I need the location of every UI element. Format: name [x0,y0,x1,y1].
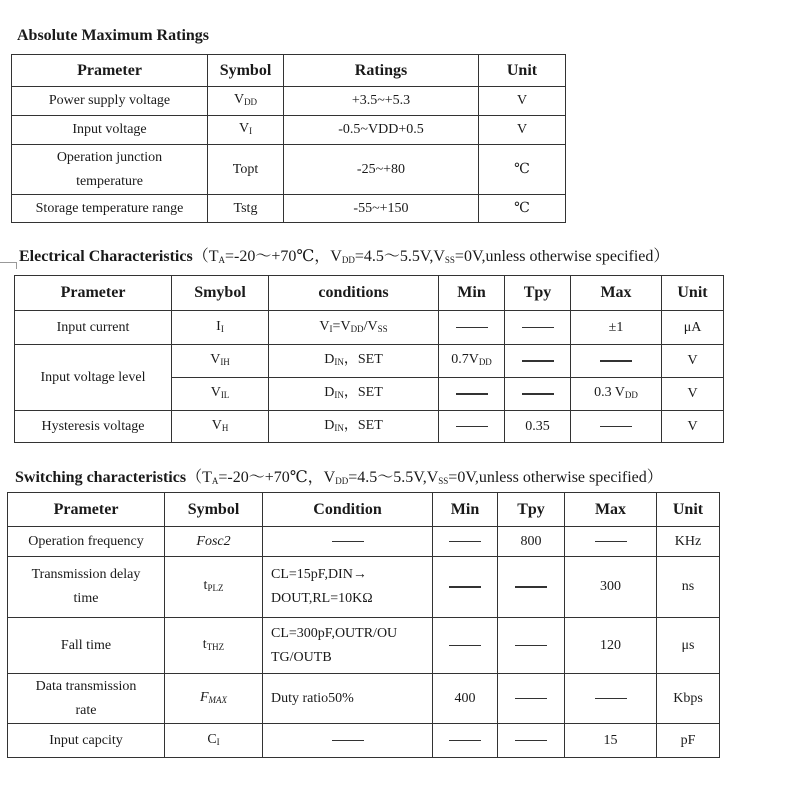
abs-max-title: Absolute Maximum Ratings [17,27,210,44]
typ-cell [505,378,571,411]
col-header: Unit [662,276,724,311]
dash-mark [600,426,632,428]
rating-cell: -0.5~VDD+0.5 [284,116,479,145]
dash-mark [332,740,364,742]
param-cell: Operation junction temperature [12,145,208,195]
max-cell: 120 [565,618,657,674]
max-cell [571,345,662,378]
condition-cell [263,527,433,557]
condition-cell: $D_{IN}$，SET [269,345,439,378]
dash-mark [522,360,554,362]
unit-cell: ℃ [479,145,566,195]
col-header: Max [571,276,662,311]
min-cell: $0.7V_{DD}$ [439,345,505,378]
unit-cell: μs [657,618,720,674]
symbol-cell: Topt [208,145,284,195]
table-row [15,311,724,345]
rating-cell: -55~+150 [284,195,479,223]
param-cell: Input capcity [8,724,165,758]
unit-cell: pF [657,724,720,758]
min-cell [439,311,505,345]
rating-cell: -25~+80 [284,145,479,195]
dash-mark [456,327,488,329]
table-row [15,345,724,378]
param-cell: Hysteresis voltage [15,411,172,443]
dash-mark [600,360,632,362]
min-cell [433,724,498,758]
table-row [8,557,720,618]
rating-cell: +3.5~+5.3 [284,87,479,116]
dash-mark [515,645,547,647]
typ-cell: 800 [498,527,565,557]
col-header: Prameter [12,55,208,87]
unit-cell: V [662,378,724,411]
condition-cell: Duty ratio50% [263,674,433,724]
dash-mark [449,541,481,543]
typ-cell [505,311,571,345]
symbol-cell: $V_{IL}$ [172,378,269,411]
col-header: Min [439,276,505,311]
condition-cell: CL=300pF,OUTR/OU TG/OUTB [263,618,433,674]
symbol-cell: $V_{IH}$ [172,345,269,378]
table-header-row [15,276,724,311]
symbol-cell: $t_{PLZ}$ [165,557,263,618]
table-row [12,145,566,195]
col-header: Prameter [8,493,165,527]
max-cell: 0.3 $V_{DD}$ [571,378,662,411]
abs-max-table [11,54,566,223]
dash-mark [522,327,554,329]
min-cell [433,557,498,618]
param-cell: Storage temperature range [12,195,208,223]
dash-mark [515,740,547,742]
max-cell: 15 [565,724,657,758]
min-cell [439,378,505,411]
param-cell: Fall time [8,618,165,674]
typ-cell [498,618,565,674]
unit-cell: ns [657,557,720,618]
col-header: Ratings [284,55,479,87]
dash-mark [449,586,481,588]
electrical-title: Electrical $Characteristics(T_A=-20\sim+70℃$，$V_{DD}=4.5\sim 5.5V,V_{SS}=0V,unless$ otherwise specified） [19,248,670,265]
unit-cell: μA [662,311,724,345]
col-header: Unit [479,55,566,87]
symbol-cell: $V_{DD}$ [208,87,284,116]
table-row [15,411,724,443]
max-cell [565,527,657,557]
min-cell [433,527,498,557]
param-cell: Transmission delay time [8,557,165,618]
condition-cell [263,724,433,758]
col-header: Unit [657,493,720,527]
condition-cell: $V_I=V_{DD}/V_{SS}$ [269,311,439,345]
table-header-row [12,55,566,87]
condition-cell: $D_{IN}$，SET [269,378,439,411]
corner-marker [0,262,17,269]
unit-cell: KHz [657,527,720,557]
unit-cell: V [662,411,724,443]
dash-mark [515,698,547,700]
symbol-cell: Tstg [208,195,284,223]
param-cell: Input voltage [12,116,208,145]
min-cell [439,411,505,443]
table-row [8,674,720,724]
symbol-cell: $F_{MAX}$ [165,674,263,724]
table-row [12,116,566,145]
symbol-cell: $t_{THZ}$ [165,618,263,674]
unit-cell: V [662,345,724,378]
symbol-cell: $V_I$ [208,116,284,145]
symbol-cell: $V_H$ [172,411,269,443]
max-cell: 300 [565,557,657,618]
col-header: Condition [263,493,433,527]
max-cell: ±1 [571,311,662,345]
dash-mark [456,393,488,395]
col-header: Tpy [498,493,565,527]
col-header: Symbol [208,55,284,87]
min-cell [433,618,498,674]
param-cell: Operation frequency [8,527,165,557]
table-row [8,527,720,557]
unit-cell: V [479,116,566,145]
dash-mark [595,698,627,700]
dash-mark [522,393,554,395]
col-header: Prameter [15,276,172,311]
max-cell [565,674,657,724]
param-cell: Input voltage level [15,345,172,411]
typ-cell [498,557,565,618]
unit-cell: V [479,87,566,116]
electrical-table [14,275,724,443]
col-header: Max [565,493,657,527]
dash-mark [332,541,364,543]
max-cell [571,411,662,443]
dash-mark [449,645,481,647]
switching-title: Switching $characteristics(T_A=-20\sim+70℃$，$V_{DD}=4.5\sim 5.5V,V_{SS}=0V,unless$ otherwise specified） [15,469,663,486]
param-cell: Data transmission rate [8,674,165,724]
unit-cell: Kbps [657,674,720,724]
table-header-row [8,493,720,527]
symbol-cell: $C_I$ [165,724,263,758]
condition-cell: $D_{IN}$，SET [269,411,439,443]
dash-mark [449,740,481,742]
col-header: Min [433,493,498,527]
condition-cell: CL=15pF,DIN→ DOUT,RL=10KΩ [263,557,433,618]
unit-cell: ℃ [479,195,566,223]
col-header: Symbol [165,493,263,527]
dash-mark [456,426,488,428]
table-row [8,724,720,758]
col-header: Smybol [172,276,269,311]
symbol-cell: $I_I$ [172,311,269,345]
typ-cell [498,724,565,758]
table-row [12,87,566,116]
typ-cell [498,674,565,724]
typ-cell [505,345,571,378]
param-cell: Input current [15,311,172,345]
min-cell: 400 [433,674,498,724]
typ-cell: 0.35 [505,411,571,443]
symbol-cell: Fosc2 [165,527,263,557]
col-header: Tpy [505,276,571,311]
table-row [12,195,566,223]
col-header: conditions [269,276,439,311]
param-cell: Power supply voltage [12,87,208,116]
dash-mark [595,541,627,543]
switching-table [7,492,720,758]
dash-mark [515,586,547,588]
table-row [8,618,720,674]
